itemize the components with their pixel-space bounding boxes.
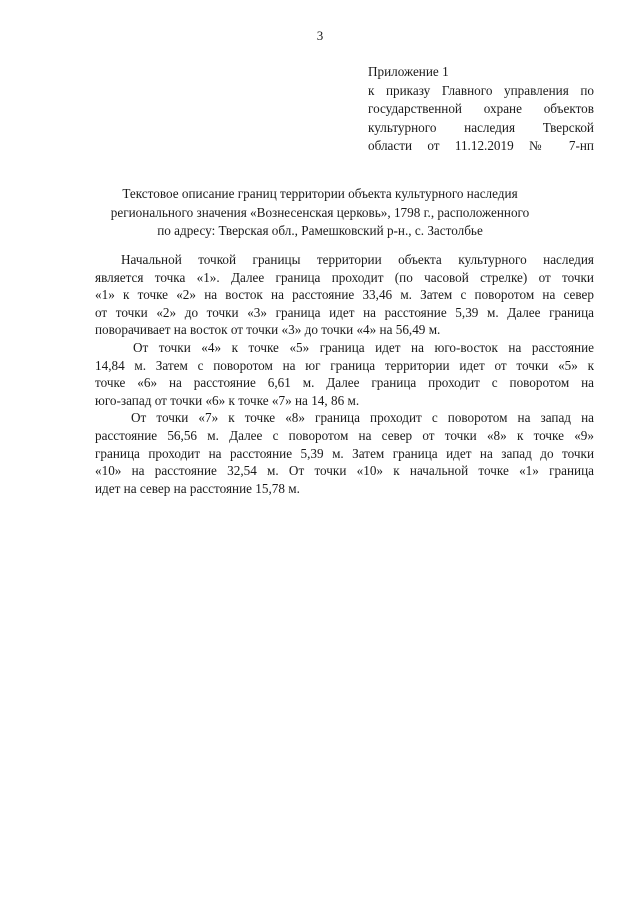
paragraph-line: точке «6» на расстояние 6,61 м. Далее граница проходит с поворотом на [95,375,594,391]
annex-line: к приказу Главного управления по [368,82,594,98]
paragraph-line: От точки «7» к точке «8» граница проходит с поворотом на запад на [131,410,594,426]
title-line: по адресу: Тверская обл., Рамешковский р-н., с. Застолбье [157,223,483,239]
page-number: 3 [316,28,324,43]
annex-line: государственной охране объектов [368,101,594,117]
paragraph-line: юго-запад от точки «6» к точке «7» на 14, 86 м. [95,392,360,408]
paragraph-line: граница проходит на расстояние 5,39 м. Затем граница идет на запад до точки [95,445,594,461]
document-body [95,251,594,497]
paragraph-line: От точки «4» к точке «5» граница идет на юго-восток на расстояние [133,339,594,355]
title-line: регионального значения «Вознесенская церковь», 1798 г., расположенного [110,204,530,220]
paragraph-line: Начальной точкой границы территории объекта культурного наследия [121,252,594,267]
paragraph-3 [95,409,594,497]
document-title [80,185,560,241]
title-line: Текстовое описание границ территории объекта культурного наследия [122,186,518,201]
annex-header [368,63,594,156]
paragraph-line: идет на север на расстояние 15,78 м. [95,480,300,496]
paragraph-1 [95,251,594,339]
annex-line: культурного наследия Тверской [368,119,594,135]
paragraph-line: расстояние 56,56 м. Далее с поворотом на север от точки «8» к точке «9» [95,427,594,443]
paragraph-line: «10» на расстояние 32,54 м. От точки «10» к начальной точке «1» граница [95,463,594,479]
paragraph-line: «1» к точке «2» на восток на расстояние 33,46 м. Затем с поворотом на север [95,287,594,303]
paragraph-line: 14,84 м. Затем с поворотом на юг граница территории идет от точки «5» к [95,357,594,373]
paragraph-2 [95,339,594,409]
paragraph-line: является точка «1». Далее граница проходит (по часовой стрелке) от точки [95,269,594,285]
paragraph-line: от точки «2» до точки «3» граница идет на расстояние 5,39 м. Далее граница [95,304,594,320]
paragraph-line: поворачивает на восток от точки «3» до точки «4» на 56,49 м. [95,322,441,338]
annex-line: области от 11.12.2019 № 7-нп [368,138,594,154]
annex-line: Приложение 1 [368,64,449,79]
